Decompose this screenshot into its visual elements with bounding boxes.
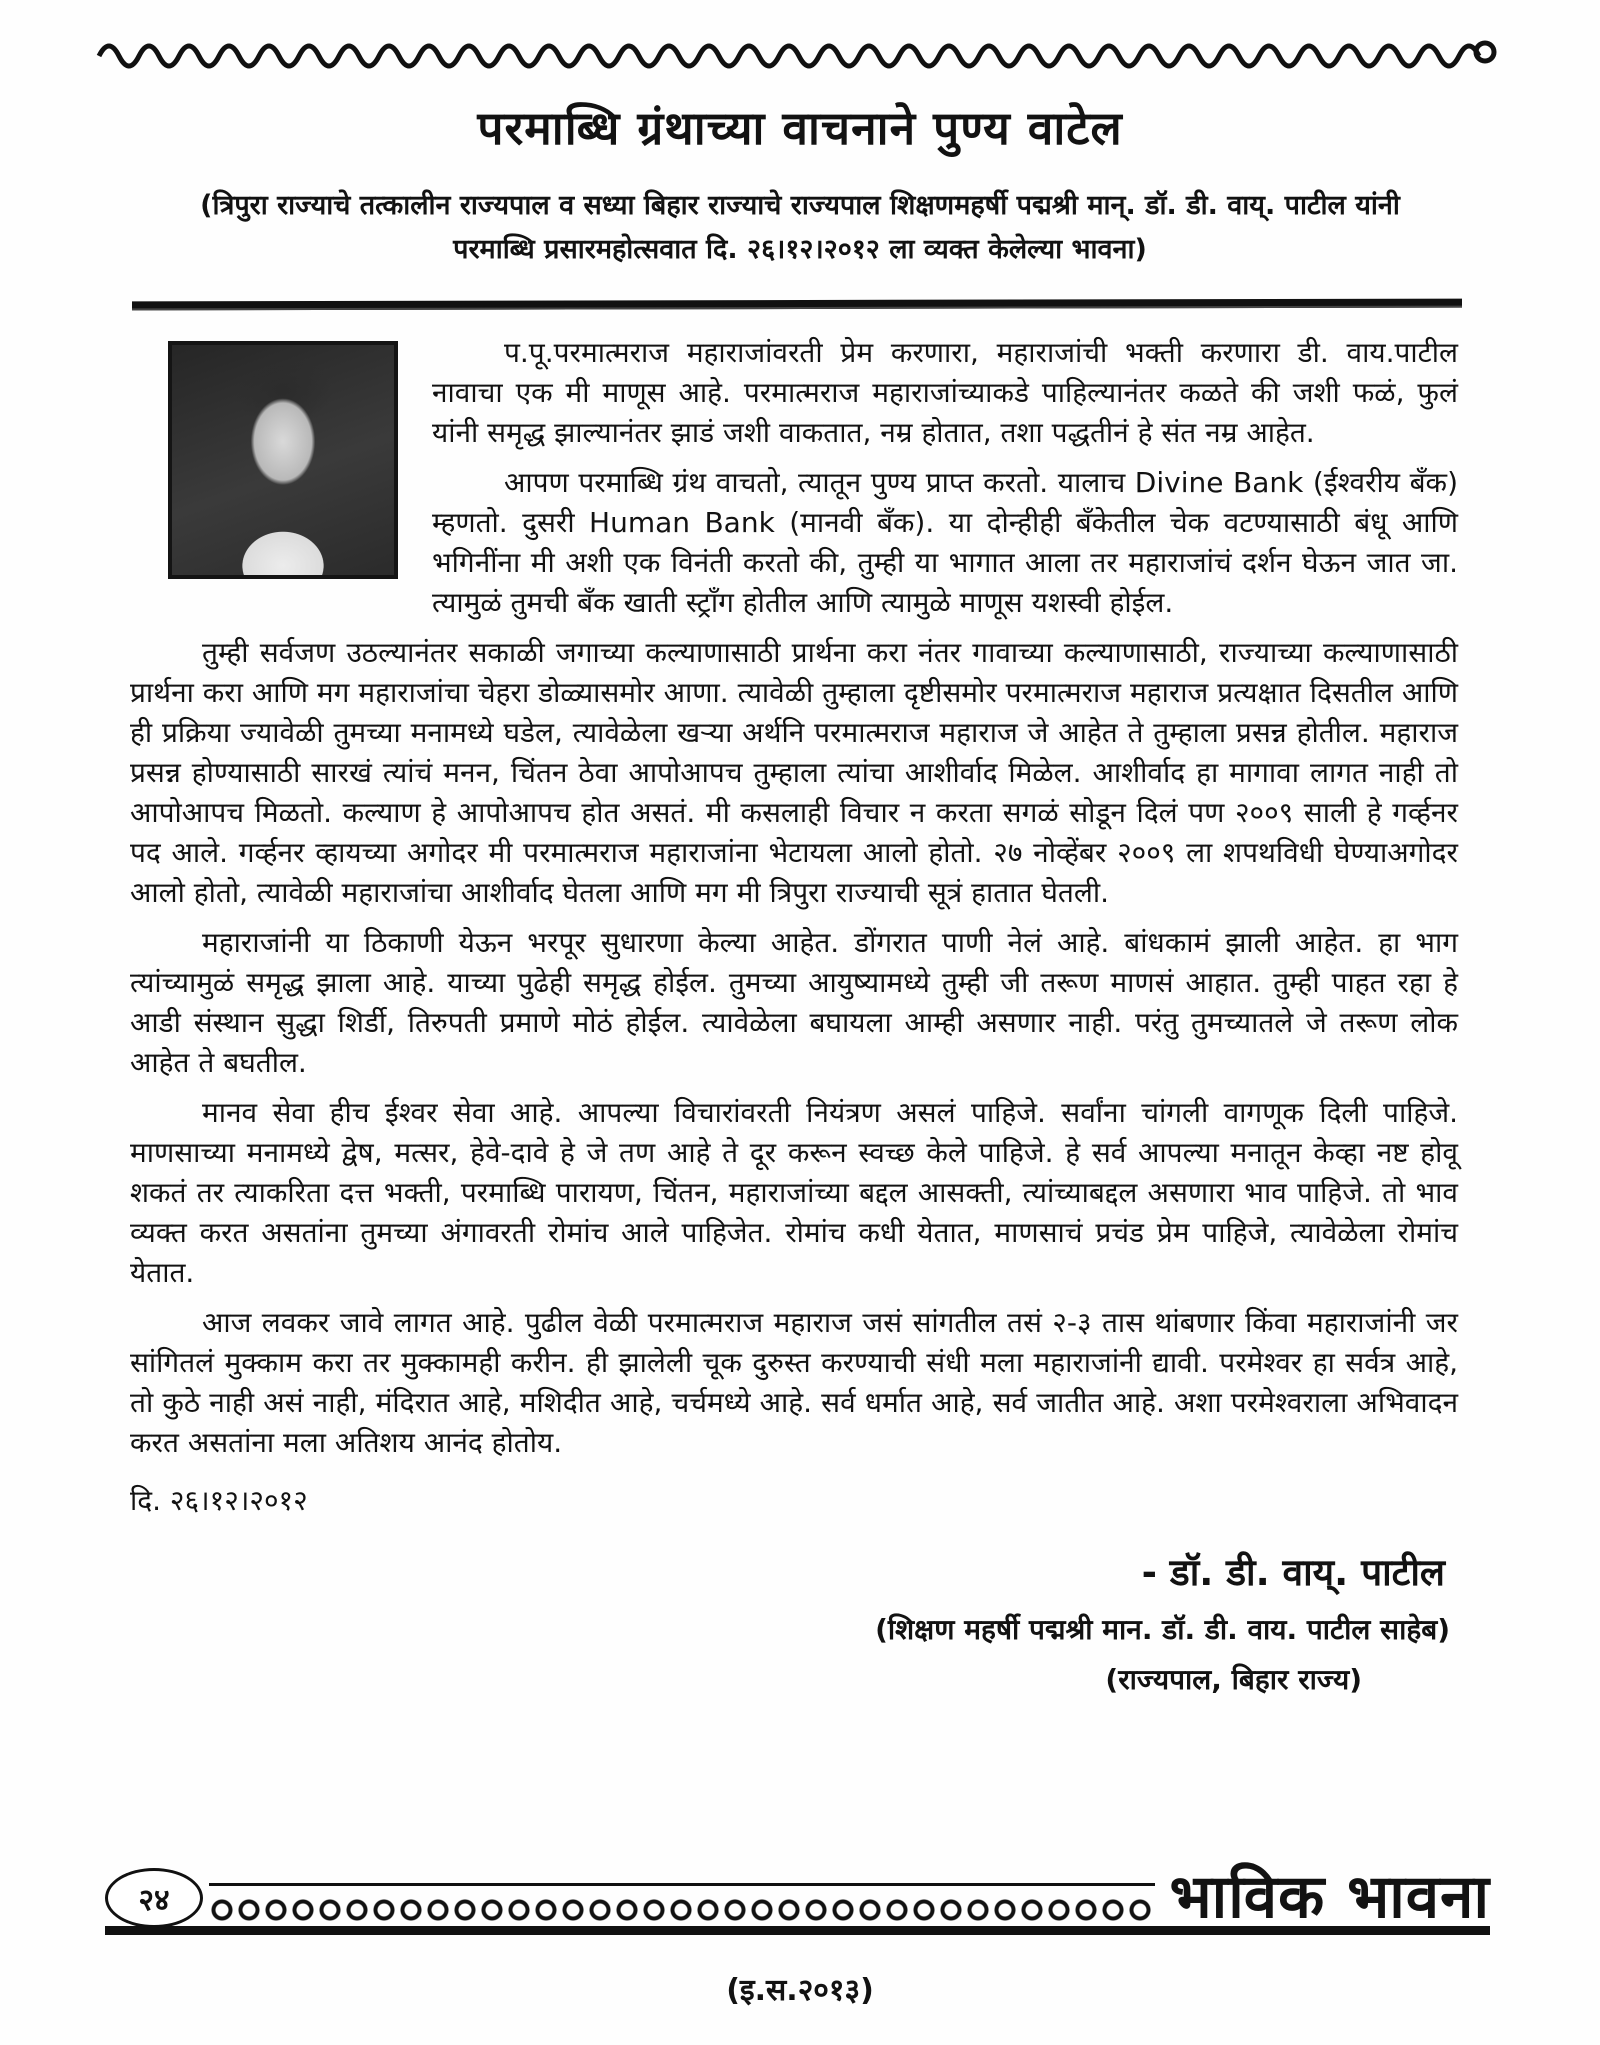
article-body [130, 333, 1458, 1463]
page-title: परमाब्धि ग्रंथाच्या वाचनाने पुण्य वाटेल [477, 101, 1123, 155]
article-paragraph: तुम्ही सर्वजण उठल्यानंतर सकाळी जगाच्या कल्याणासाठी प्रार्थना करा नंतर गावाच्या कल्याणासाठी, राज्याच्या कल्याणासाठी प्रार्थना करा आणि मग महाराजांचा चेहरा डोळ्यासमोर आणा. त्यावेळी तुम्हाला दृष्टीसमोर परमात्मराज महाराज प्रत्यक्षात दिसतील आणि ही प्रक्रिया ज्यावेळी तुमच्या मनामध्ये घडेल, त्यावेळेला खऱ्या अर्थनि परमात्मराज महाराज जे आहेत ते तुम्हाला प्रसन्न होतील. महाराज प्रसन्न होण्यासाठी सारखं त्यांचं मनन, चिंतन ठेवा आपोआपच तुम्हाला त्यांचा आशीर्वाद मिळेल. आशीर्वाद हा मागावा लागत नाही तो आपोआपच मिळतो. कल्याण हे आपोआपच होत असतं. मी कसलाही विचार न करता सगळं सोडून दिलं पण २००९ साली हे गर्व्हनर पद आले. गर्व्हनर व्हायच्या अगोदर मी परमात्मराज महाराजांना भेटायला आलो होतो. २७ नोव्हेंबर २००९ ला शपथविधी घेण्याअगोदर आलो होतो, त्यावेळी महाराजांचा आशीर्वाद घेतला आणि मग मी त्रिपुरा राज्याची सूत्रं हातात घेतली. [130, 636, 1458, 909]
year-line: (इ.स.२०१३) [726, 1973, 874, 2008]
scroll-ornament-band [209, 1883, 1155, 1922]
article-paragraph: मानव सेवा हीच ईश्वर सेवा आहे. आपल्या विचारांवरती नियंत्रण असलं पाहिजे. सर्वांना चांगली वागणूक दिली पाहिजे. माणसाच्या मनामध्ये द्वेष, मत्सर, हेवे-दावे हे जे तण आहे ते दूर करून स्वच्छ केले पाहिजे. हे सर्व आपल्या मनातून केव्हा नष्ट होवू शकतं तर त्याकरिता दत्त भक्ती, परमाब्धि पारायण, चिंतन, महाराजांच्या बद्दल आसक्ती, त्यांच्याबद्दल असणारा भाव पाहिजे. तो भाव व्यक्त करत असतांना तुमच्या अंगावरती रोमांच आले पाहिजेत. रोमांच कधी येतात, माणसाचं प्रचंड प्रेम पाहिजे, त्यावेळेला रोमांच येतात. [130, 1096, 1458, 1289]
article-paragraph: प.पू.परमात्मराज महाराजांवरती प्रेम करणारा, महाराजांची भक्ती करणारा डी. वाय.पाटील नावाचा एक मी माणूस आहे. परमात्मराज महाराजांच्याकडे पाहिल्यानंतर कळते की जशी फळं, फुलं यांनी समृद्ध झाल्यानंतर झाडं जशी वाकतात, नम्र होतात, तशा पद्धतीनं हे संत नम्र आहेत. [432, 336, 1458, 449]
page-number-badge: २४ [105, 1868, 203, 1928]
article-paragraph: आज लवकर जावे लागत आहे. पुढील वेळी परमात्मराज महाराज जसं सांगतील तसं २-३ तास थांबणार किंवा महाराजांनी जर सांगितलं मुक्काम करा तर मुक्कामही करीन. ही झालेली चूक दुरुस्त करण्याची संधी मला महाराजांनी द्यावी. परमेश्वर हा सर्वत्र आहे, तो कुठे नाही असं नाही, मंदिरात आहे, मशिदीत आहे, चर्चमध्ये आहे. सर्व धर्मात आहे, सर्व जातीत आहे. अशा परमेश्वराला अभिवादन करत असतांना मला अतिशय आनंद होतोय. [130, 1306, 1458, 1459]
article-paragraph: आपण परमाब्धि ग्रंथ वाचतो, त्यातून पुण्य प्राप्त करतो. यालाच Divine Bank (ईश्वरीय बँक) म्हणतो. दुसरी Human Bank (मानवी बँक). या दोन्हीही बँकेतील चेक वटण्यासाठी बंधू आणि भगिनींना मी अशी एक विनंती करतो की, तुम्ही या भागात आला तर महाराजांचं दर्शन घेऊन जात जा. त्यामुळं तुमची बँक खाती स्ट्राँग होतील आणि त्यामुळे माणूस यशस्वी होईल. [432, 466, 1458, 619]
wave-ornament [95, 30, 1505, 72]
subtitle-line-1: (त्रिपुरा राज्याचे तत्कालीन राज्यपाल व सध्या बिहार राज्याचे राज्यपाल शिक्षणमहर्षी पद्मश्री मान्. डॉ. डी. वाय्. पाटील यांनी [200, 190, 1400, 221]
subtitle [90, 184, 1510, 272]
article-paragraph: महाराजांनी या ठिकाणी येऊन भरपूर सुधारणा केल्या आहेत. डोंगरात पाणी नेलं आहे. बांधकामं झाली आहेत. हा भाग त्यांच्यामुळं समृद्ध झाला आहे. याच्या पुढेही समृद्ध होईल. तुमच्या आयुष्यामध्ये तुम्ही जी तरूण माणसं आहात. तुम्ही पाहत रहा हे आडी संस्थान सुद्धा शिर्डी, तिरुपती प्रमाणे मोठं होईल. त्यावेळेला बघायला आम्ही असणार नाही. परंतु तुमच्यातले जे तरूण लोक आहेत ते बघतील. [130, 926, 1458, 1079]
subtitle-line-2: परमाब्धि प्रसारमहोत्सवात दि. २६।१२।२०१२ ला व्यक्त केलेल्या भावना) [453, 234, 1147, 265]
magazine-title: भाविक भावना [1169, 1862, 1490, 1932]
date-line: दि. २६।१२।२०१२ [130, 1484, 308, 1517]
signature-credit-2: (राज्यपाल, बिहार राज्य) [1105, 1663, 1362, 1696]
signature-name: - डॉ. डी. वाय्. पाटील [1141, 1551, 1445, 1594]
footer-band [105, 1862, 1490, 1935]
heading-divider [132, 299, 1462, 311]
signature-credit-1: (शिक्षण महर्षी पद्मश्री मान. डॉ. डी. वाय. पाटील साहेब) [875, 1613, 1450, 1646]
portrait-photo [168, 341, 398, 579]
